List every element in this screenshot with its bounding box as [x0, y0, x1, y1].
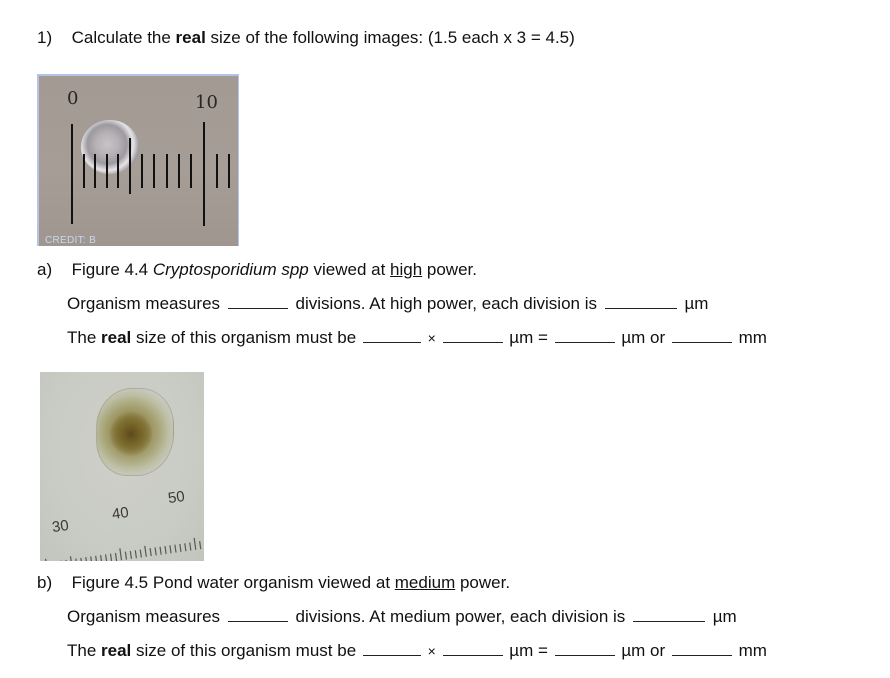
question-1-heading — [37, 28, 575, 48]
question-text-pre: Calculate the — [71, 28, 176, 47]
real-division-size-blank[interactable] — [443, 640, 503, 656]
unit-mm: mm — [738, 641, 767, 660]
micrometer-scale — [39, 76, 239, 246]
real-bold: real — [101, 641, 132, 660]
um-or: µm or — [621, 641, 666, 660]
real-divisions-blank[interactable] — [363, 640, 421, 656]
part-b-figure: Figure 4.5 Pond water organism viewed at — [71, 573, 395, 592]
times-sign: × — [427, 330, 436, 346]
part-a-title — [37, 260, 477, 280]
times-sign: × — [427, 643, 436, 659]
question-text-post: size of the following images: (1.5 each x 3 = 4.5) — [205, 28, 575, 47]
scale-label-40: 40 — [110, 503, 130, 524]
part-a-measures-line — [67, 293, 708, 314]
measures-label: Organism measures — [67, 607, 221, 626]
division-size-blank[interactable] — [633, 606, 705, 622]
image-credit: CREDIT: B — [45, 235, 97, 246]
measures-label: Organism measures — [67, 294, 221, 313]
part-a-species: Cryptosporidium spp — [152, 260, 309, 279]
part-b-letter: b) — [37, 573, 53, 592]
real-pre: The — [67, 328, 102, 347]
scale-label-0: 0 — [67, 88, 79, 109]
scale-label-50: 50 — [166, 487, 186, 508]
scale-label-10: 10 — [195, 92, 218, 113]
real-post: size of this organism must be — [131, 328, 357, 347]
real-um-blank[interactable] — [555, 327, 615, 343]
real-post: size of this organism must be — [131, 641, 357, 660]
question-text-bold: real — [175, 28, 206, 47]
real-division-size-blank[interactable] — [443, 327, 503, 343]
divisions-text: divisions. At high power, each division is — [295, 294, 597, 313]
um-or: µm or — [621, 328, 666, 347]
part-a-letter: a) — [37, 260, 53, 279]
unit-mm: mm — [738, 328, 767, 347]
real-divisions-blank[interactable] — [363, 327, 421, 343]
division-size-blank[interactable] — [605, 293, 677, 309]
part-a-figure: Figure 4.4 — [71, 260, 153, 279]
divisions-text: divisions. At medium power, each division is — [295, 607, 626, 626]
real-mm-blank[interactable] — [672, 640, 732, 656]
unit-um: µm — [712, 607, 737, 626]
part-a-viewed: viewed at — [308, 260, 391, 279]
part-a-power-tail: power. — [422, 260, 477, 279]
scale-label-30: 30 — [50, 516, 70, 537]
um-equals: µm = — [509, 328, 548, 347]
part-b-measures-line — [67, 606, 737, 627]
real-pre: The — [67, 641, 102, 660]
real-um-blank[interactable] — [555, 640, 615, 656]
divisions-blank[interactable] — [228, 606, 288, 622]
part-b-title — [37, 573, 510, 593]
um-equals: µm = — [509, 641, 548, 660]
figure-4-5-image — [40, 372, 204, 561]
question-number: 1) — [37, 28, 53, 47]
part-a-real-size-line — [67, 327, 767, 348]
real-bold: real — [101, 328, 132, 347]
divisions-blank[interactable] — [228, 293, 288, 309]
part-b-power: medium — [394, 573, 456, 592]
part-a-power: high — [390, 260, 423, 279]
pond-scale-ticks — [40, 372, 204, 561]
figure-4-4-image — [37, 74, 239, 246]
part-b-power-tail: power. — [455, 573, 511, 592]
part-b-real-size-line — [67, 640, 767, 661]
real-mm-blank[interactable] — [672, 327, 732, 343]
unit-um: µm — [684, 294, 709, 313]
